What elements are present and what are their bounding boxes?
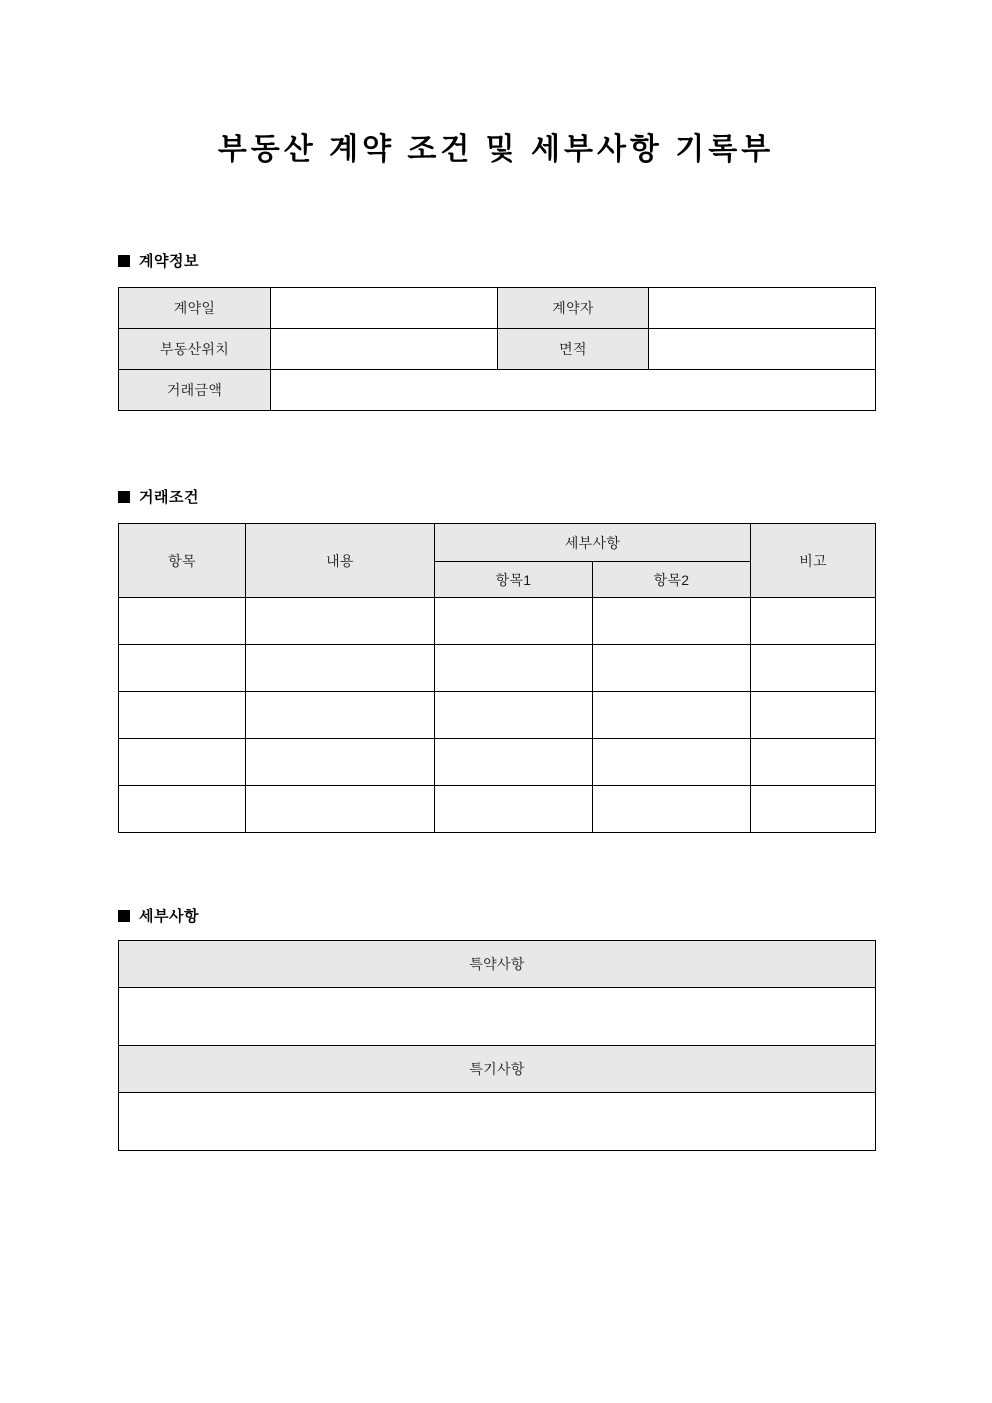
cell-detail-2[interactable] [593,739,751,786]
section-heading-trade-terms [118,486,199,507]
cell-detail-2[interactable] [593,645,751,692]
table-row [119,988,876,1046]
cell-detail-2[interactable] [593,786,751,833]
section-heading-details [118,905,199,926]
cell-item[interactable] [119,692,246,739]
column-header-details-group: 세부사항 [435,524,751,562]
column-header-remarks: 비고 [751,524,876,598]
table-row [119,1093,876,1151]
table-header-row [119,941,876,988]
cell-remarks[interactable] [751,645,876,692]
cell-remarks[interactable] [751,786,876,833]
field-area[interactable] [649,329,876,370]
cell-remarks[interactable] [751,739,876,786]
cell-content[interactable] [246,692,435,739]
table-row [119,692,876,739]
cell-content[interactable] [246,645,435,692]
label-contract-date: 계약일 [119,288,271,329]
column-header-detail-2: 항목2 [593,562,751,598]
cell-detail-1[interactable] [435,692,593,739]
section-heading-label: 거래조건 [139,489,199,506]
cell-detail-1[interactable] [435,645,593,692]
cell-detail-2[interactable] [593,692,751,739]
section-heading-label: 계약정보 [139,253,199,270]
column-header-detail-1: 항목1 [435,562,593,598]
field-transaction-amount[interactable] [271,370,876,411]
cell-remarks[interactable] [751,692,876,739]
cell-detail-1[interactable] [435,739,593,786]
field-special-agreement[interactable] [119,988,876,1046]
field-property-location[interactable] [271,329,498,370]
column-header-content: 내용 [246,524,435,598]
section-heading-label: 세부사항 [139,908,199,925]
label-area: 면적 [498,329,649,370]
cell-detail-1[interactable] [435,598,593,645]
label-property-location: 부동산위치 [119,329,271,370]
cell-detail-2[interactable] [593,598,751,645]
cell-item[interactable] [119,739,246,786]
cell-item[interactable] [119,786,246,833]
cell-remarks[interactable] [751,598,876,645]
table-row [119,329,876,370]
section-heading-contract-info [118,250,199,271]
square-bullet-icon [118,910,130,922]
field-special-notes[interactable] [119,1093,876,1151]
table-header-row [119,524,876,562]
cell-content[interactable] [246,786,435,833]
table-row [119,598,876,645]
details-table [118,940,876,1151]
cell-content[interactable] [246,739,435,786]
table-row [119,288,876,329]
table-row [119,786,876,833]
table-row [119,370,876,411]
header-special-agreement: 특약사항 [119,941,876,988]
square-bullet-icon [118,255,130,267]
label-transaction-amount: 거래금액 [119,370,271,411]
cell-item[interactable] [119,645,246,692]
column-header-item: 항목 [119,524,246,598]
table-row [119,739,876,786]
cell-item[interactable] [119,598,246,645]
header-special-notes: 특기사항 [119,1046,876,1093]
field-contractor[interactable] [649,288,876,329]
field-contract-date[interactable] [271,288,498,329]
label-contractor: 계약자 [498,288,649,329]
trade-terms-table [118,523,876,833]
page-title: 부동산 계약 조건 및 세부사항 기록부 [217,133,775,166]
cell-content[interactable] [246,598,435,645]
square-bullet-icon [118,491,130,503]
table-header-row [119,1046,876,1093]
contract-info-table [118,287,876,411]
cell-detail-1[interactable] [435,786,593,833]
table-row [119,645,876,692]
